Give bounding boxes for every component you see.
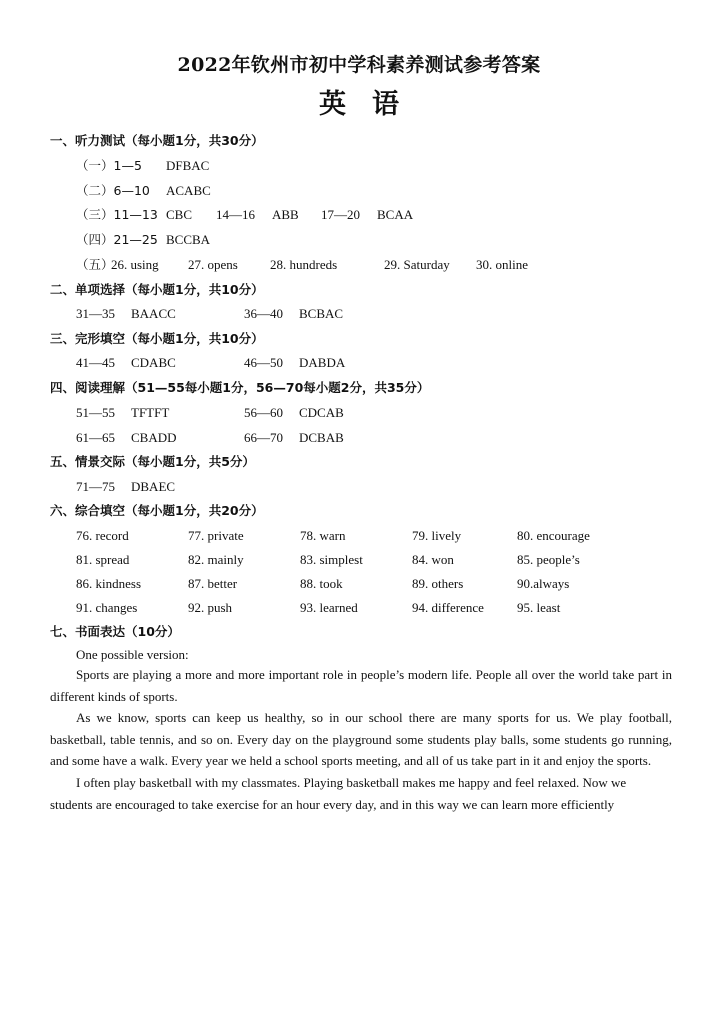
essay-paragraph: As we know, sports can keep us healthy, so in our school there are many sports for us. We play football, basketball, table tennis, and so on. Every day on the playground some students play balls, some students go running, and some have a walk. Every year we held a school sports meeting, and all of us take part in it and enjoy the sports.	[50, 710, 672, 769]
answer-item: 92. push	[188, 600, 233, 615]
answer-label: （一）1—5	[76, 158, 142, 173]
answer-label: 71—75	[76, 479, 115, 494]
answer-label: 66—70	[244, 430, 283, 445]
essay-intro: One possible version:	[76, 647, 189, 662]
answer-item: 90.always	[517, 576, 570, 591]
answer-label: 46—50	[244, 355, 283, 370]
answer-item: 87. better	[188, 576, 238, 591]
document-title: 2022年钦州市初中学科素养测试参考答案	[177, 54, 541, 76]
answer-key: BCAA	[377, 207, 414, 222]
answer-item: 78. warn	[300, 528, 346, 543]
answer-item: 27. opens	[188, 257, 238, 272]
section-heading-fill-in: 六、综合填空（每小题1分，共20分）	[50, 503, 264, 518]
answer-key: DABDA	[299, 355, 346, 370]
essay-paragraph: Sports are playing a more and more important role in people’s modern life. People all over the world take part in different kinds of sports.	[50, 667, 672, 704]
answer-key: DFBAC	[166, 158, 210, 173]
answer-item: 30. online	[476, 257, 528, 272]
answer-key: TFTFT	[131, 405, 170, 420]
answer-key: ABB	[272, 207, 299, 222]
answer-key: ACABC	[166, 183, 211, 198]
answer-item: 94. difference	[412, 600, 484, 615]
section-heading-reading: 四、阅读理解（51—55每小题1分，56—70每小题2分，共35分）	[50, 380, 430, 395]
answer-label: （三）11—13	[76, 207, 158, 222]
answer-item: 83. simplest	[300, 552, 363, 567]
section-heading-listening: 一、听力测试（每小题1分，共30分）	[50, 133, 264, 148]
answer-item: 95. least	[517, 600, 561, 615]
subject-title: 英语	[319, 89, 425, 120]
answer-label: 14—16	[216, 207, 255, 222]
answer-key: BCBAC	[299, 306, 344, 321]
answer-label: 41—45	[76, 355, 115, 370]
answer-label: （四）21—25	[76, 232, 158, 247]
section-heading-single-choice: 二、单项选择（每小题1分，共10分）	[50, 282, 264, 297]
answer-label: 56—60	[244, 405, 283, 420]
section-heading-dialogue: 五、情景交际（每小题1分，共5分）	[50, 454, 255, 469]
answer-label: （二）6—10	[76, 183, 150, 198]
answer-item: 28. hundreds	[270, 257, 338, 272]
answer-item: 89. others	[412, 576, 464, 591]
answer-item: 26. using	[111, 257, 159, 272]
answer-key: CBADD	[131, 430, 177, 445]
answer-item: 85. people’s	[517, 552, 580, 567]
answer-key: CBC	[166, 207, 193, 222]
answer-key: CDCAB	[299, 405, 344, 420]
answer-item: 77. private	[188, 528, 244, 543]
answer-item: 86. kindness	[76, 576, 141, 591]
answer-item: 82. mainly	[188, 552, 244, 567]
essay-paragraph: I often play basketball with my classmates. Playing basketball makes me happy and feel relaxed. Now we students are encouraged to take exercise for an hour every day, and in this way we can learn more efficiently	[50, 774, 627, 812]
answer-item: 84. won	[412, 552, 454, 567]
answer-item: 79. lively	[412, 528, 462, 543]
answer-label: 36—40	[244, 306, 283, 321]
answer-label: 51—55	[76, 405, 115, 420]
answer-label: 31—35	[76, 306, 115, 321]
answer-key: DCBAB	[299, 430, 344, 445]
answer-item: 88. took	[300, 576, 343, 591]
answer-item: 81. spread	[76, 552, 130, 567]
answer-item: 29. Saturday	[384, 257, 450, 272]
answer-label: （五）	[76, 257, 114, 272]
answer-key: BCCBA	[166, 232, 211, 247]
model-essay	[50, 664, 672, 815]
answer-key: BAACC	[131, 306, 176, 321]
section-heading-cloze: 三、完形填空（每小题1分，共10分）	[50, 331, 264, 346]
answer-label: 17—20	[321, 207, 360, 222]
answer-item: 76. record	[76, 528, 129, 543]
answer-item: 80. encourage	[517, 528, 590, 543]
answer-item: 91. changes	[76, 600, 138, 615]
answer-label: 61—65	[76, 430, 115, 445]
answer-key: DBAEC	[131, 479, 176, 494]
section-heading-writing: 七、书面表达（10分）	[50, 624, 180, 639]
answer-key: CDABC	[131, 355, 176, 370]
answer-item: 93. learned	[300, 600, 358, 615]
